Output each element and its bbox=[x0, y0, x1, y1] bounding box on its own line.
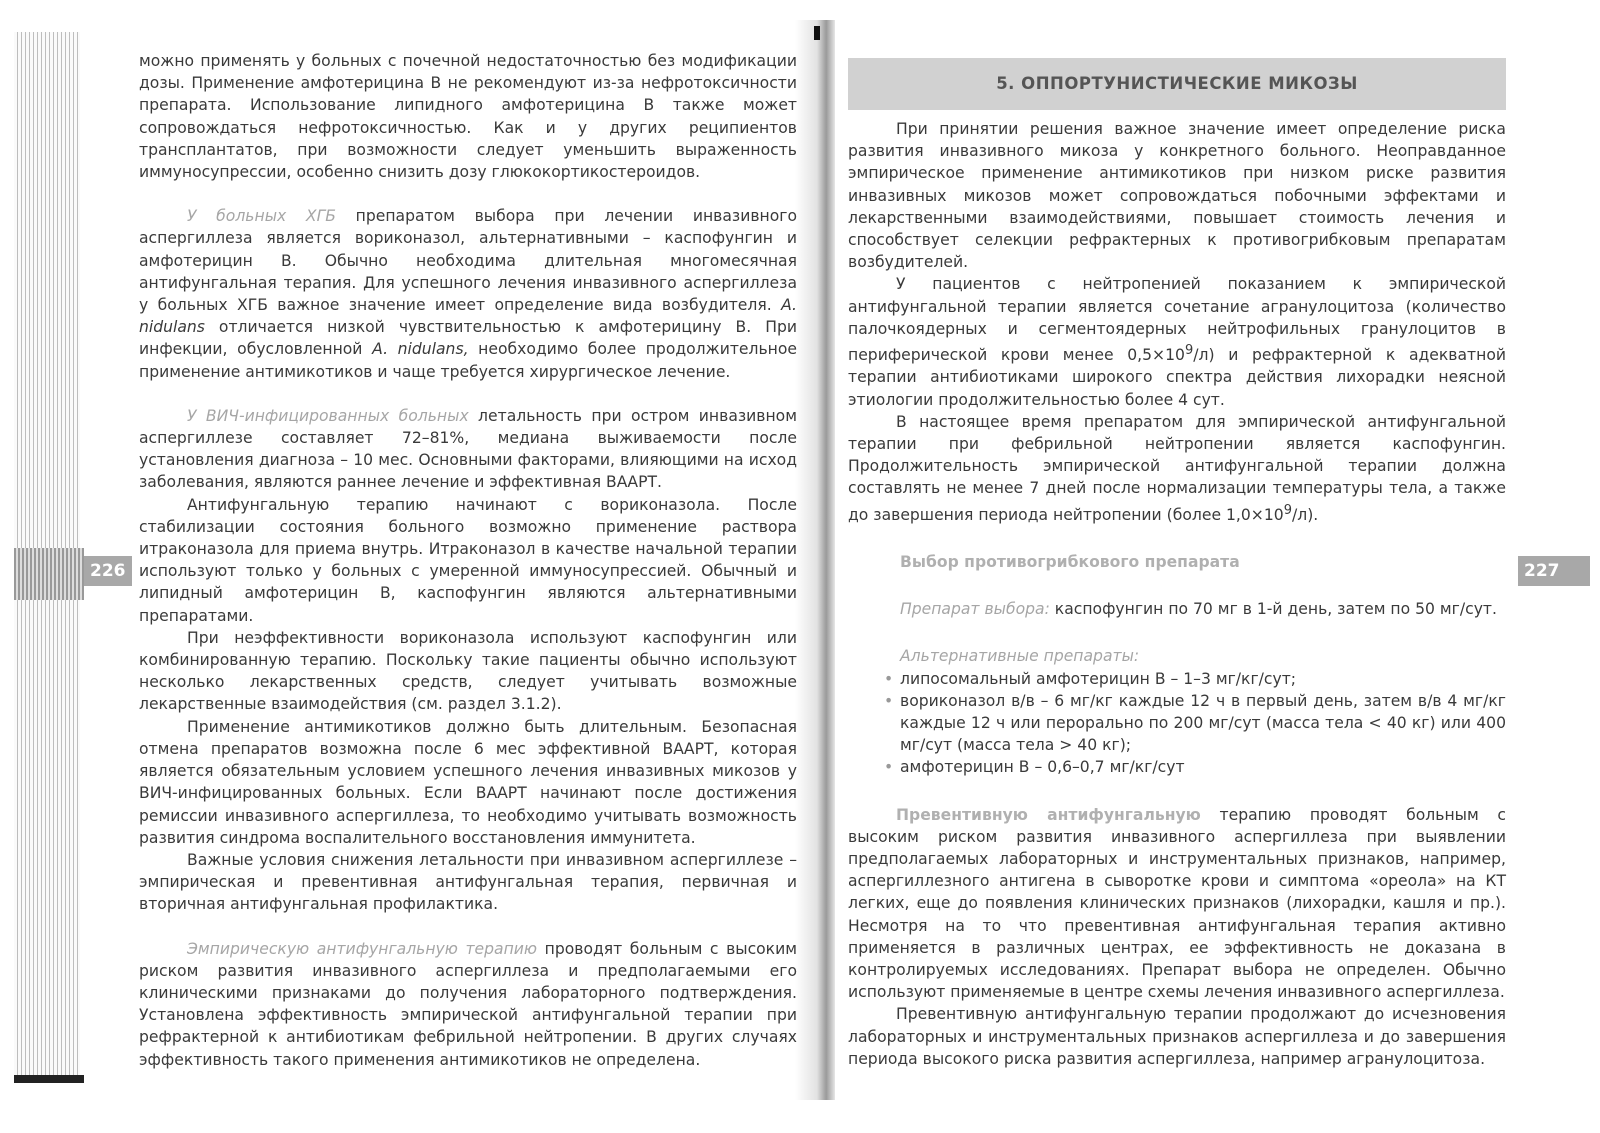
spine-mark bbox=[814, 26, 820, 40]
paragraph: Превентивную антифунгальную терапию проводят больным с высоким риском развития инвазивного аспергиллеза при выявлении предполагаемых лабораторных и инструментальных признаков, например, аспергиллезного антигена в сыворотке крови и симптома «ореола» на КТ легких, еще до появления клинических признаков (лихорадки, кашля и пр.). Несмотря на то что превентивная антифунгальная терапия активно применяется в различных центрах, ее эффективность не доказана в контролируемых исследованиях. Препарат выбора не определен. Обычно используют применяемые в центре схемы лечения инвазивного аспергиллеза. bbox=[848, 805, 1507, 1002]
paragraph: можно применять у больных с почечной недостаточностью без модификации дозы. Применение амфотерицина В не рекомендуют из-за нефротоксичности препарата. Использование липидного амфотерицина В также может сопровождаться нефротоксичностью. Как и у других реципиентов трансплантатов, при возможности следует уменьшить выраженность иммуносупрессии, особенно снизить дозу глюкокортикостероидов. bbox=[139, 52, 797, 182]
lead-phrase: У ВИЧ-инфицированных больных bbox=[187, 406, 469, 425]
paragraph: Превентивную антифунгальную терапии продолжают до исчезновения лабораторных и инструментальных признаков аспергиллеза и до завершения периода высокого риска развития аспергиллеза, например агранулоцитоза. bbox=[848, 1005, 1506, 1068]
species-name: A. nidulans, bbox=[372, 340, 469, 359]
chapter-header: 5. ОППОРТУНИСТИЧЕСКИЕ МИКОЗЫ bbox=[848, 58, 1506, 110]
paragraph: Антифунгальную терапию начинают с вориконазола. После стабилизации состояния больного возможно применение раствора итраконазола для приема внутрь. Итраконазол в качестве начальной терапии используют только у больных с умеренной иммуносупрессией. Обычный и липидный амфотерицин В, каспофунгин являются альтернативными препаратами. bbox=[139, 495, 797, 625]
paragraph: У ВИЧ-инфицированных больных летальность при остром инвазивном аспергиллезе составляет 72–81%, медиана выживаемости после установления диагноза – 10 мес. Основными факторами, влияющими на исход заболевания, являются раннее лечение и эффективная ВААРТ. bbox=[139, 406, 797, 492]
list-item: • вориконазол в/в – 6 мг/кг каждые 12 ч в первый день, затем в/в 4 мг/кг каждые 12 ч или перорально по 200 мг/сут (масса тела < 40 кг) или 400 мг/сут (масса тела > 40 кг); bbox=[878, 690, 1506, 757]
drug-of-choice: Препарат выбора: каспофунгин по 70 мг в 1-й день, затем по 50 мг/сут. bbox=[900, 600, 1497, 619]
species-name: A. nidulans bbox=[139, 296, 797, 337]
alternatives-label: Альтернативные препараты: bbox=[900, 647, 1140, 666]
alternatives-list bbox=[848, 668, 1506, 779]
paragraph: У больных ХГБ препаратом выбора при лечении инвазивного аспергиллеза является вориконазол, альтернативными – каспофунгин и амфотерицин В. Обычно необходима длительная многомесячная антифунгальная терапия. Для успешного лечения инвазивного аспергиллеза у больных ХГБ важное значение имеет определение вида возбудителя. A. nidulans отличается низкой чувствительностью к амфотерицину В. При инфекции, обусловленной A. nidulans, необходимо более продолжительное применение антимикотиков и чаще требуется хирургическое лечение. bbox=[139, 207, 797, 381]
section-subheading: Выбор противогрибкового препарата bbox=[900, 553, 1240, 572]
paragraph: Применение антимикотиков должно быть длительным. Безопасная отмена препаратов возможна после 6 мес эффективной ВААРТ, которая является обязательным условием успешного лечения инвазивных микозов у ВИЧ-инфицированных больных. Если ВААРТ начинают после достижения ремиссии инвазивного аспергиллеза, то необходимо учитывать возможность развития синдрома воспалительного восстановления иммунитета. bbox=[139, 717, 797, 847]
right-page-text bbox=[848, 118, 1506, 1070]
page-edge-tab bbox=[14, 548, 84, 600]
paragraph: У пациентов с нейтропенией показанием к эмпирической антифунгальной терапии является сочетание агранулоцитоза (количество палочкоядерных и сегментоядерных нейтрофильных гранулоцитов в периферической крови менее $0,5\times 10^9/л$) и рефрактерной к адекватной терапии антибиотиками широкого спектра действия лихорадки неясной этиологии продолжительностью более 4 сут. bbox=[848, 275, 1506, 409]
paragraph: Важные условия снижения летальности при инвазивном аспергиллезе – эмпирическая и превентивная антифунгальная терапия, первичная и вторичная антифунгальная профилактика. bbox=[139, 850, 797, 914]
paragraph: При принятии решения важное значение имеет определение риска развития инвазивного микоза у конкретного больного. Неоправданное эмпирическое применение антимикотиков при низком риске развития инвазивных микозов может сопровождаться побочными эффектами и лекарственными взаимодействиями, повышает стоимость лечения и способствует селекции рефрактерных к противогрибковым препаратам возбудителей. bbox=[848, 120, 1506, 272]
lead-phrase: У больных ХГБ bbox=[187, 207, 336, 226]
paragraph: При неэффективности вориконазола используют каспофунгин или комбинированную терапию. Поскольку такие пациенты обычно используют несколько лекарственных средств, следует учитывать возможные лекарственные взаимодействия (см. раздел 3.1.2). bbox=[139, 628, 797, 714]
book-spine bbox=[795, 20, 835, 1100]
list-item: • липосомальный амфотерицин В – 1–3 мг/кг/сут; bbox=[878, 668, 1506, 690]
page-number-right: 227 bbox=[1518, 556, 1590, 586]
paragraph: Эмпирическую антифунгальную терапию проводят больным с высоким риском развития инвазивного аспергиллеза и предполагаемыми его клиническими признаками до получения лабораторного подтверждения. Установлена эффективность эмпирической антифунгальной терапии при рефрактерной к антибиотикам фебрильной нейтропении. В других случаях эффективность такого применения антимикотиков не определена. bbox=[139, 939, 797, 1069]
lead-phrase: Превентивную антифунгальную bbox=[896, 805, 1201, 824]
paragraph: В настоящее время препаратом для эмпирической антифунгальной терапии при фебрильной нейтропении является каспофунгин. Продолжительность эмпирической антифунгальной терапии должна составлять не менее 7 дней после нормализации температуры тела, а также до завершения периода нейтропении (более $1,0\times 10^9/л$). bbox=[848, 412, 1506, 524]
left-page-text bbox=[139, 50, 797, 1071]
page-number-left: 226 bbox=[84, 556, 132, 586]
book-cover-edge bbox=[14, 1075, 84, 1083]
lead-phrase: Эмпирическую антифунгальную терапию bbox=[187, 939, 538, 958]
list-item: • амфотерицин В – 0,6–0,7 мг/кг/сут bbox=[878, 756, 1506, 778]
